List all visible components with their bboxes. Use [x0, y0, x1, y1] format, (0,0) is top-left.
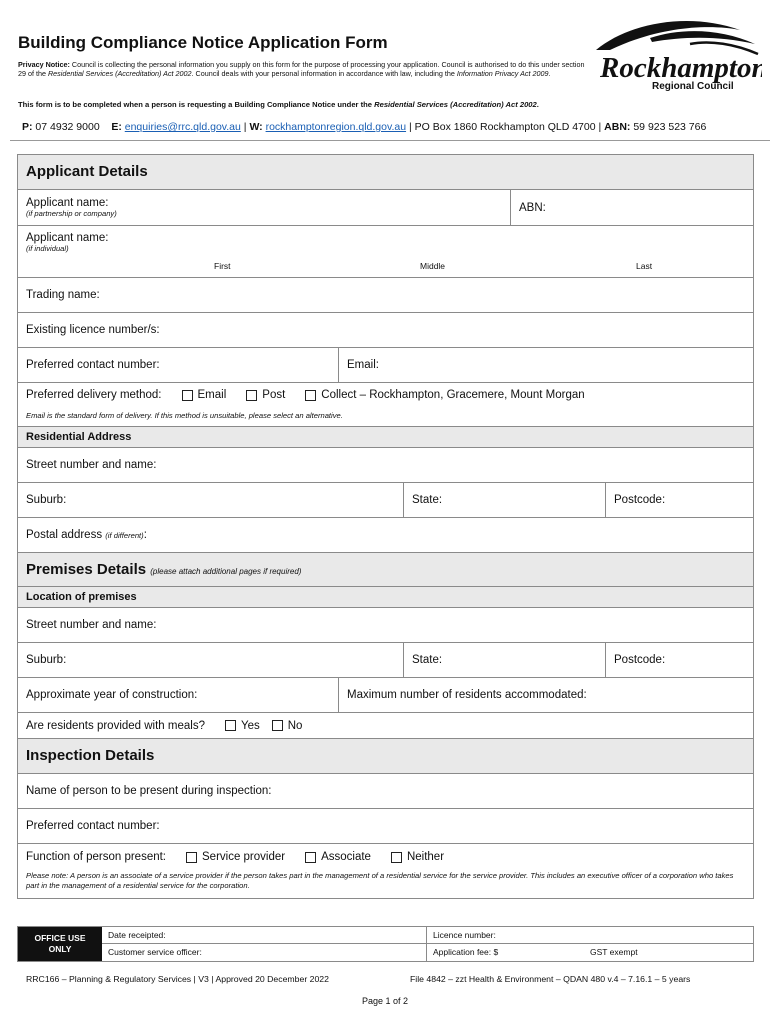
function-option-service-provider[interactable]: Service provider: [186, 851, 285, 863]
first-name-label: First: [214, 261, 231, 271]
checkbox-icon[interactable]: [305, 852, 316, 863]
checkbox-icon[interactable]: [272, 720, 283, 731]
delivery-option-email[interactable]: Email: [182, 389, 227, 401]
section-applicant-details: Applicant Details: [18, 155, 753, 189]
contact-bar: P: 07 4932 9000 E: enquiries@rrc.qld.gov.au | W: rockhamptonregion.qld.gov.au | PO Box 1860 Rockhampton QLD 4700 | ABN: 59 923 523 766: [22, 121, 707, 133]
meals-label: Are residents provided with meals?: [26, 719, 205, 732]
row-delivery-method: [18, 382, 753, 426]
applicant-name-company-field[interactable]: Applicant name: (if partnership or company): [26, 197, 117, 218]
premises-street-field[interactable]: Street number and name:: [18, 607, 753, 642]
associate-note: Please note: A person is an associate of a service provider if the person takes part in the management of a residential service for the service provider. This includes an executive officer of a corporation who takes part in the management of a residential service for the corporation.: [26, 871, 734, 890]
checkbox-icon[interactable]: [391, 852, 402, 863]
licence-number-field[interactable]: Existing licence number/s:: [18, 312, 753, 347]
premises-suburb-field[interactable]: Suburb:: [26, 654, 67, 666]
abn-field[interactable]: ABN:: [510, 190, 753, 225]
checkbox-icon[interactable]: [246, 390, 257, 401]
checkbox-icon[interactable]: [182, 390, 193, 401]
footer-right: File 4842 – zzt Health & Environment – QDAN 480 v.4 – 7.16.1 – 5 years: [410, 974, 691, 984]
row-construction-residents: [18, 677, 753, 712]
svg-text:Regional Council: Regional Council: [652, 81, 734, 92]
res-suburb-field[interactable]: Suburb:: [26, 494, 67, 506]
website-link[interactable]: rockhamptonregion.qld.gov.au: [265, 121, 407, 133]
cso-field: Customer service officer:: [108, 947, 202, 957]
last-name-label: Last: [636, 261, 653, 271]
subsection-residential-address: Residential Address: [18, 426, 753, 447]
row-function: [18, 843, 753, 898]
email-link[interactable]: enquiries@rrc.qld.gov.au: [124, 121, 241, 133]
date-receipted-field: Date receipted:: [102, 927, 426, 944]
application-fee-field: Application fee: $: [426, 944, 586, 961]
function-option-neither[interactable]: Neither: [391, 851, 444, 863]
checkbox-icon[interactable]: [186, 852, 197, 863]
section-inspection-details: Inspection Details: [18, 738, 753, 773]
row-contact-email: [18, 347, 753, 382]
contact-number-field[interactable]: Preferred contact number:: [26, 359, 160, 371]
phone-number: 07 4932 9000: [35, 121, 100, 133]
application-form: [17, 154, 754, 899]
meals-option-yes[interactable]: Yes: [225, 720, 260, 732]
section-premises-details: Premises Details (please attach additional pages if required): [18, 552, 753, 586]
checkbox-icon[interactable]: [225, 720, 236, 731]
trading-name-field[interactable]: Trading name:: [18, 277, 753, 312]
delivery-note: Email is the standard form of delivery. If this method is unsuitable, please select an alternative.: [26, 411, 343, 420]
meals-option-no[interactable]: No: [272, 720, 303, 732]
construction-year-field[interactable]: Approximate year of construction:: [26, 689, 198, 701]
header-divider: [10, 140, 770, 141]
inspection-person-field[interactable]: Name of person to be present during inspection:: [18, 773, 753, 808]
postal-address-field[interactable]: Postal address (if different) :: [18, 517, 753, 552]
premises-postcode-field[interactable]: Postcode:: [605, 643, 753, 677]
row-meals: [18, 712, 753, 738]
res-postcode-field[interactable]: Postcode:: [605, 483, 753, 517]
email-field[interactable]: Email:: [338, 348, 753, 382]
footer-left: RRC166 – Planning & Regulatory Services | V3 | Approved 20 December 2022: [26, 974, 329, 984]
delivery-option-post[interactable]: Post: [246, 389, 285, 401]
applicant-name-individual-field: Applicant name: (if individual): [26, 232, 109, 253]
res-state-field[interactable]: State:: [403, 483, 605, 517]
max-residents-field[interactable]: Maximum number of residents accommodated:: [338, 678, 753, 712]
office-use-label: OFFICE USE ONLY: [18, 927, 102, 961]
council-abn: 59 923 523 766: [633, 121, 707, 133]
row-premises-suburb: [18, 642, 753, 677]
res-street-field[interactable]: Street number and name:: [18, 447, 753, 482]
subsection-location-of-premises: Location of premises: [18, 586, 753, 607]
function-label: Function of person present:: [26, 851, 166, 863]
row-applicant-name-individual[interactable]: [18, 225, 753, 277]
po-box: PO Box 1860 Rockhampton QLD 4700: [414, 121, 596, 133]
form-purpose: This form is to be completed when a person is requesting a Building Compliance Notice under the Residential Services (Accreditation) Act 2002.: [18, 100, 539, 109]
svg-text:Rockhampton: Rockhampton: [600, 52, 762, 84]
middle-name-label: Middle: [420, 261, 446, 271]
form-title: Building Compliance Notice Application Form: [18, 33, 388, 52]
checkbox-icon[interactable]: [305, 390, 316, 401]
privacy-notice: Privacy Notice: Council is collecting the personal information you supply on this form for the purpose of processing your application. Council is authorised to do this under section 29 of the Residential Services (Accreditation) Act 2002. Council deals with your personal information in accordance with law, including the Information Privacy Act 2009.: [18, 60, 585, 78]
delivery-option-collect[interactable]: Collect – Rockhampton, Gracemere, Mount Morgan: [305, 389, 584, 401]
office-use-box: [17, 926, 754, 962]
row-res-suburb: [18, 482, 753, 517]
premises-state-field[interactable]: State:: [403, 643, 605, 677]
council-logo: [590, 14, 762, 94]
page-number: Page 1 of 2: [361, 996, 409, 1006]
gst-exempt-label: GST exempt: [590, 947, 638, 957]
inspection-contact-field[interactable]: Preferred contact number:: [18, 808, 753, 843]
logo-swoosh-icon: [590, 14, 762, 94]
delivery-method-label: Preferred delivery method:: [26, 389, 162, 401]
function-option-associate[interactable]: Associate: [305, 851, 371, 863]
row-applicant-name-company: [18, 189, 753, 225]
licence-number-office-field: Licence number:: [426, 927, 753, 944]
